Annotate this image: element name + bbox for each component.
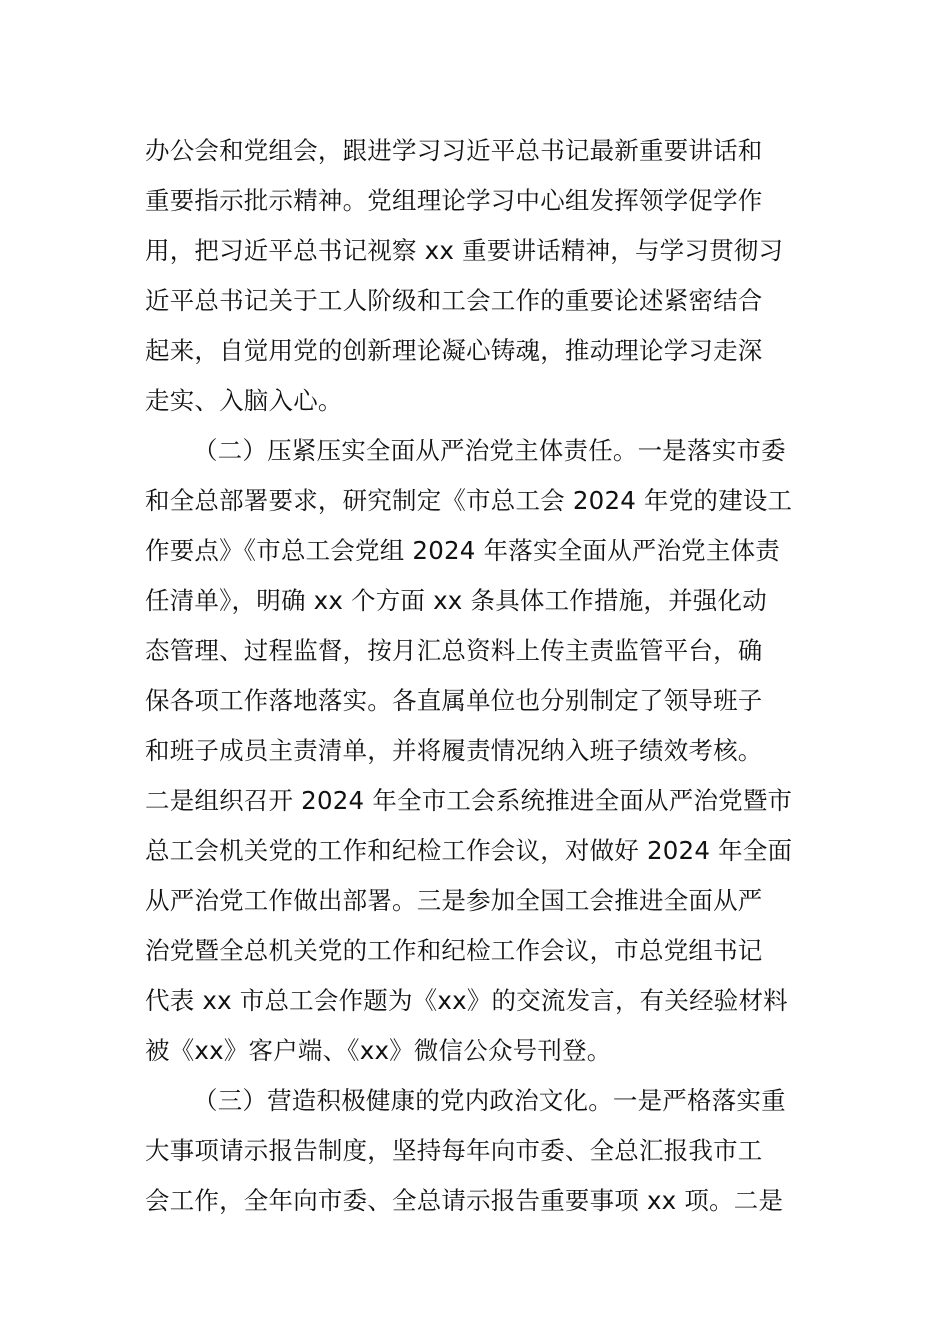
text-line: 代表 xx 市总工会作题为《xx》的交流发言，有关经验材料 [145,986,788,1015]
text-line: 任清单》，明确 xx 个方面 xx 条具体工作措施，并强化动 [145,586,767,615]
text-line: 用，把习近平总书记视察 xx 重要讲话精神，与学习贯彻习 [145,236,784,265]
section-heading-line: （二）压紧压实全面从严治党主体责任。一是落实市委 [193,436,786,465]
text-line: 保各项工作落地落实。各直属单位也分别制定了领导班子 [145,686,763,715]
text-line: 大事项请示报告制度，坚持每年向市委、全总汇报我市工 [145,1136,763,1165]
body-text [145,126,809,1226]
text-line: 治党暨全总机关党的工作和纪检工作会议，市总党组书记 [145,936,763,965]
text-line: 重要指示批示精神。党组理论学习中心组发挥领学促学作 [145,186,763,215]
text-line: 会工作，全年向市委、全总请示报告重要事项 xx 项。二是 [145,1186,784,1215]
text-line: 和班子成员主责清单，并将履责情况纳入班子绩效考核。 [145,736,763,765]
text-line: 总工会机关党的工作和纪检工作会议，对做好 2024 年全面 [145,836,793,865]
text-line: 二是组织召开 2024 年全市工会系统推进全面从严治党暨市 [145,786,793,815]
text-line: 和全总部署要求，研究制定《市总工会 2024 年党的建设工 [145,486,793,515]
text-line: 被《xx》客户端、《xx》微信公众号刊登。 [145,1036,612,1065]
text-line: 态管理、过程监督，按月汇总资料上传主责监管平台，确 [145,636,763,665]
text-line: 走实、入脑入心。 [145,386,343,415]
text-line: 近平总书记关于工人阶级和工会工作的重要论述紧密结合 [145,286,763,315]
text-line: 起来，自觉用党的创新理论凝心铸魂，推动理论学习走深 [145,336,763,365]
text-line: 从严治党工作做出部署。三是参加全国工会推进全面从严 [145,886,763,915]
section-heading-line: （三）营造积极健康的党内政治文化。一是严格落实重 [193,1086,786,1115]
text-line: 办公会和党组会，跟进学习习近平总书记最新重要讲话和 [145,136,763,165]
text-line: 作要点》《市总工会党组 2024 年落实全面从严治党主体责 [145,536,780,565]
